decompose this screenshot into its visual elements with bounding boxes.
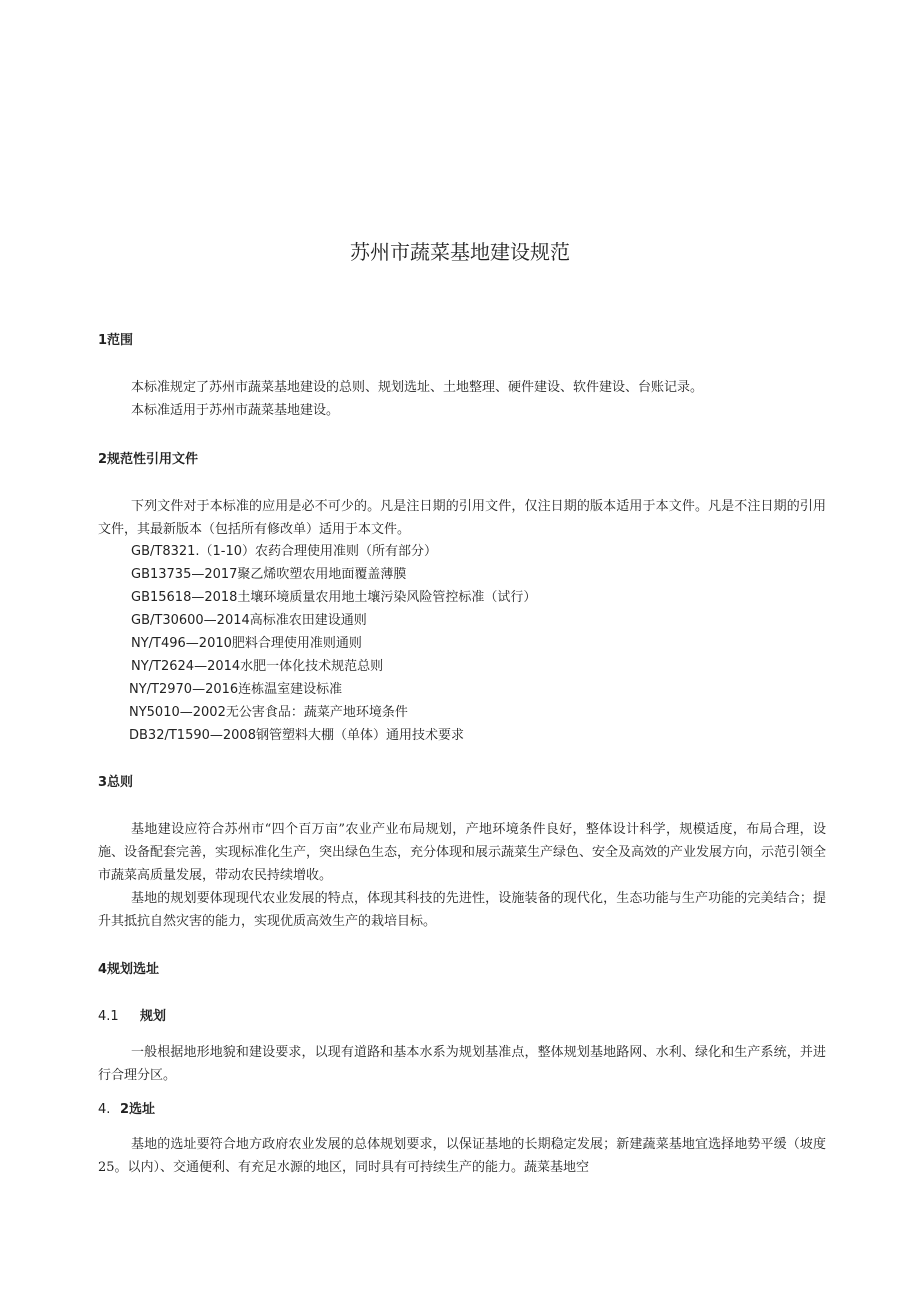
reference-item: NY/T496—2010肥料合理使用准则通则 xyxy=(131,636,362,651)
section-1-paragraph-2: 本标准适用于苏州市蔬菜基地建设。 xyxy=(131,403,340,418)
reference-item: GB/T8321.（1-10）农药合理使用准则（所有部分） xyxy=(131,544,438,559)
section-4-heading: 4规划选址 xyxy=(98,962,160,977)
reference-item: NY/T2624—2014水肥一体化技术规范总则 xyxy=(131,659,384,674)
reference-item: DB32/T1590—2008钢管塑料大棚（单体）通用技术要求 xyxy=(129,728,464,743)
section-4-2-paragraph: 基地的选址要符合地方政府农业发展的总体规划要求，以保证基地的长期稳定发展；新建蔬菜基地宜选择地势平缓（坡度25。以内）、交通便利、有充足水源的地区，同时具有可持续生产的能力。蔬菜基地空 xyxy=(98,1137,826,1175)
section-2-paragraph-1: 下列文件对于本标准的应用是必不可少的。凡是注日期的引用文件，仅注日期的版本适用于本文件。凡是不注日期的引用文件，其最新版本（包括所有修改单）适用于本文件。 xyxy=(98,499,826,537)
reference-item: GB/T30600—2014高标准农田建设通则 xyxy=(131,613,367,628)
reference-item: NY/T2970—2016连栋温室建设标准 xyxy=(129,682,343,697)
subsection-label: 2选址 xyxy=(120,1102,156,1117)
subsection-label: 规划 xyxy=(140,1009,167,1024)
section-1-paragraph-1: 本标准规定了苏州市蔬菜基地建设的总则、规划选址、土地整理、硬件建设、软件建设、台账记录。 xyxy=(131,380,704,395)
subsection-number: 4. xyxy=(98,1102,111,1117)
reference-item: GB13735—2017聚乙烯吹塑农用地面覆盖薄膜 xyxy=(131,567,407,582)
subsection-4-1-heading xyxy=(98,1007,166,1027)
subsection-4-2-heading xyxy=(98,1100,155,1120)
section-4-1-paragraph: 一般根据地形地貌和建设要求，以现有道路和基本水系为规划基准点，整体规划基地路网、水利、绿化和生产系统，并进行合理分区。 xyxy=(98,1045,826,1083)
section-3-paragraph-2: 基地的规划要体现现代农业发展的特点，体现其科技的先进性，设施装备的现代化，生态功能与生产功能的完美结合；提升其抵抗自然灾害的能力，实现优质高效生产的栽培目标。 xyxy=(98,891,826,929)
reference-item: NY5010—2002无公害食品：蔬菜产地环境条件 xyxy=(129,705,408,720)
page-title: 苏州市蔬菜基地建设规范 xyxy=(350,240,570,264)
section-2-heading: 2规范性引用文件 xyxy=(98,452,199,467)
section-3-paragraph-1: 基地建设应符合苏州市“四个百万亩”农业产业布局规划，产地环境条件良好，整体设计科学，规模适度，布局合理，设施、设备配套完善，实现标准化生产，突出绿色生态，充分体现和展示蔬菜生产绿色、安全及高效的产业发展方向，示范引领全市蔬菜高质量发展，带动农民持续增收。 xyxy=(98,822,827,883)
subsection-number: 4.1 xyxy=(98,1009,119,1024)
section-1-heading: 1范围 xyxy=(98,333,134,348)
section-3-heading: 3总则 xyxy=(98,775,134,790)
reference-item: GB15618—2018土壤环境质量农用地土壤污染风险管控标准（试行） xyxy=(131,590,537,605)
